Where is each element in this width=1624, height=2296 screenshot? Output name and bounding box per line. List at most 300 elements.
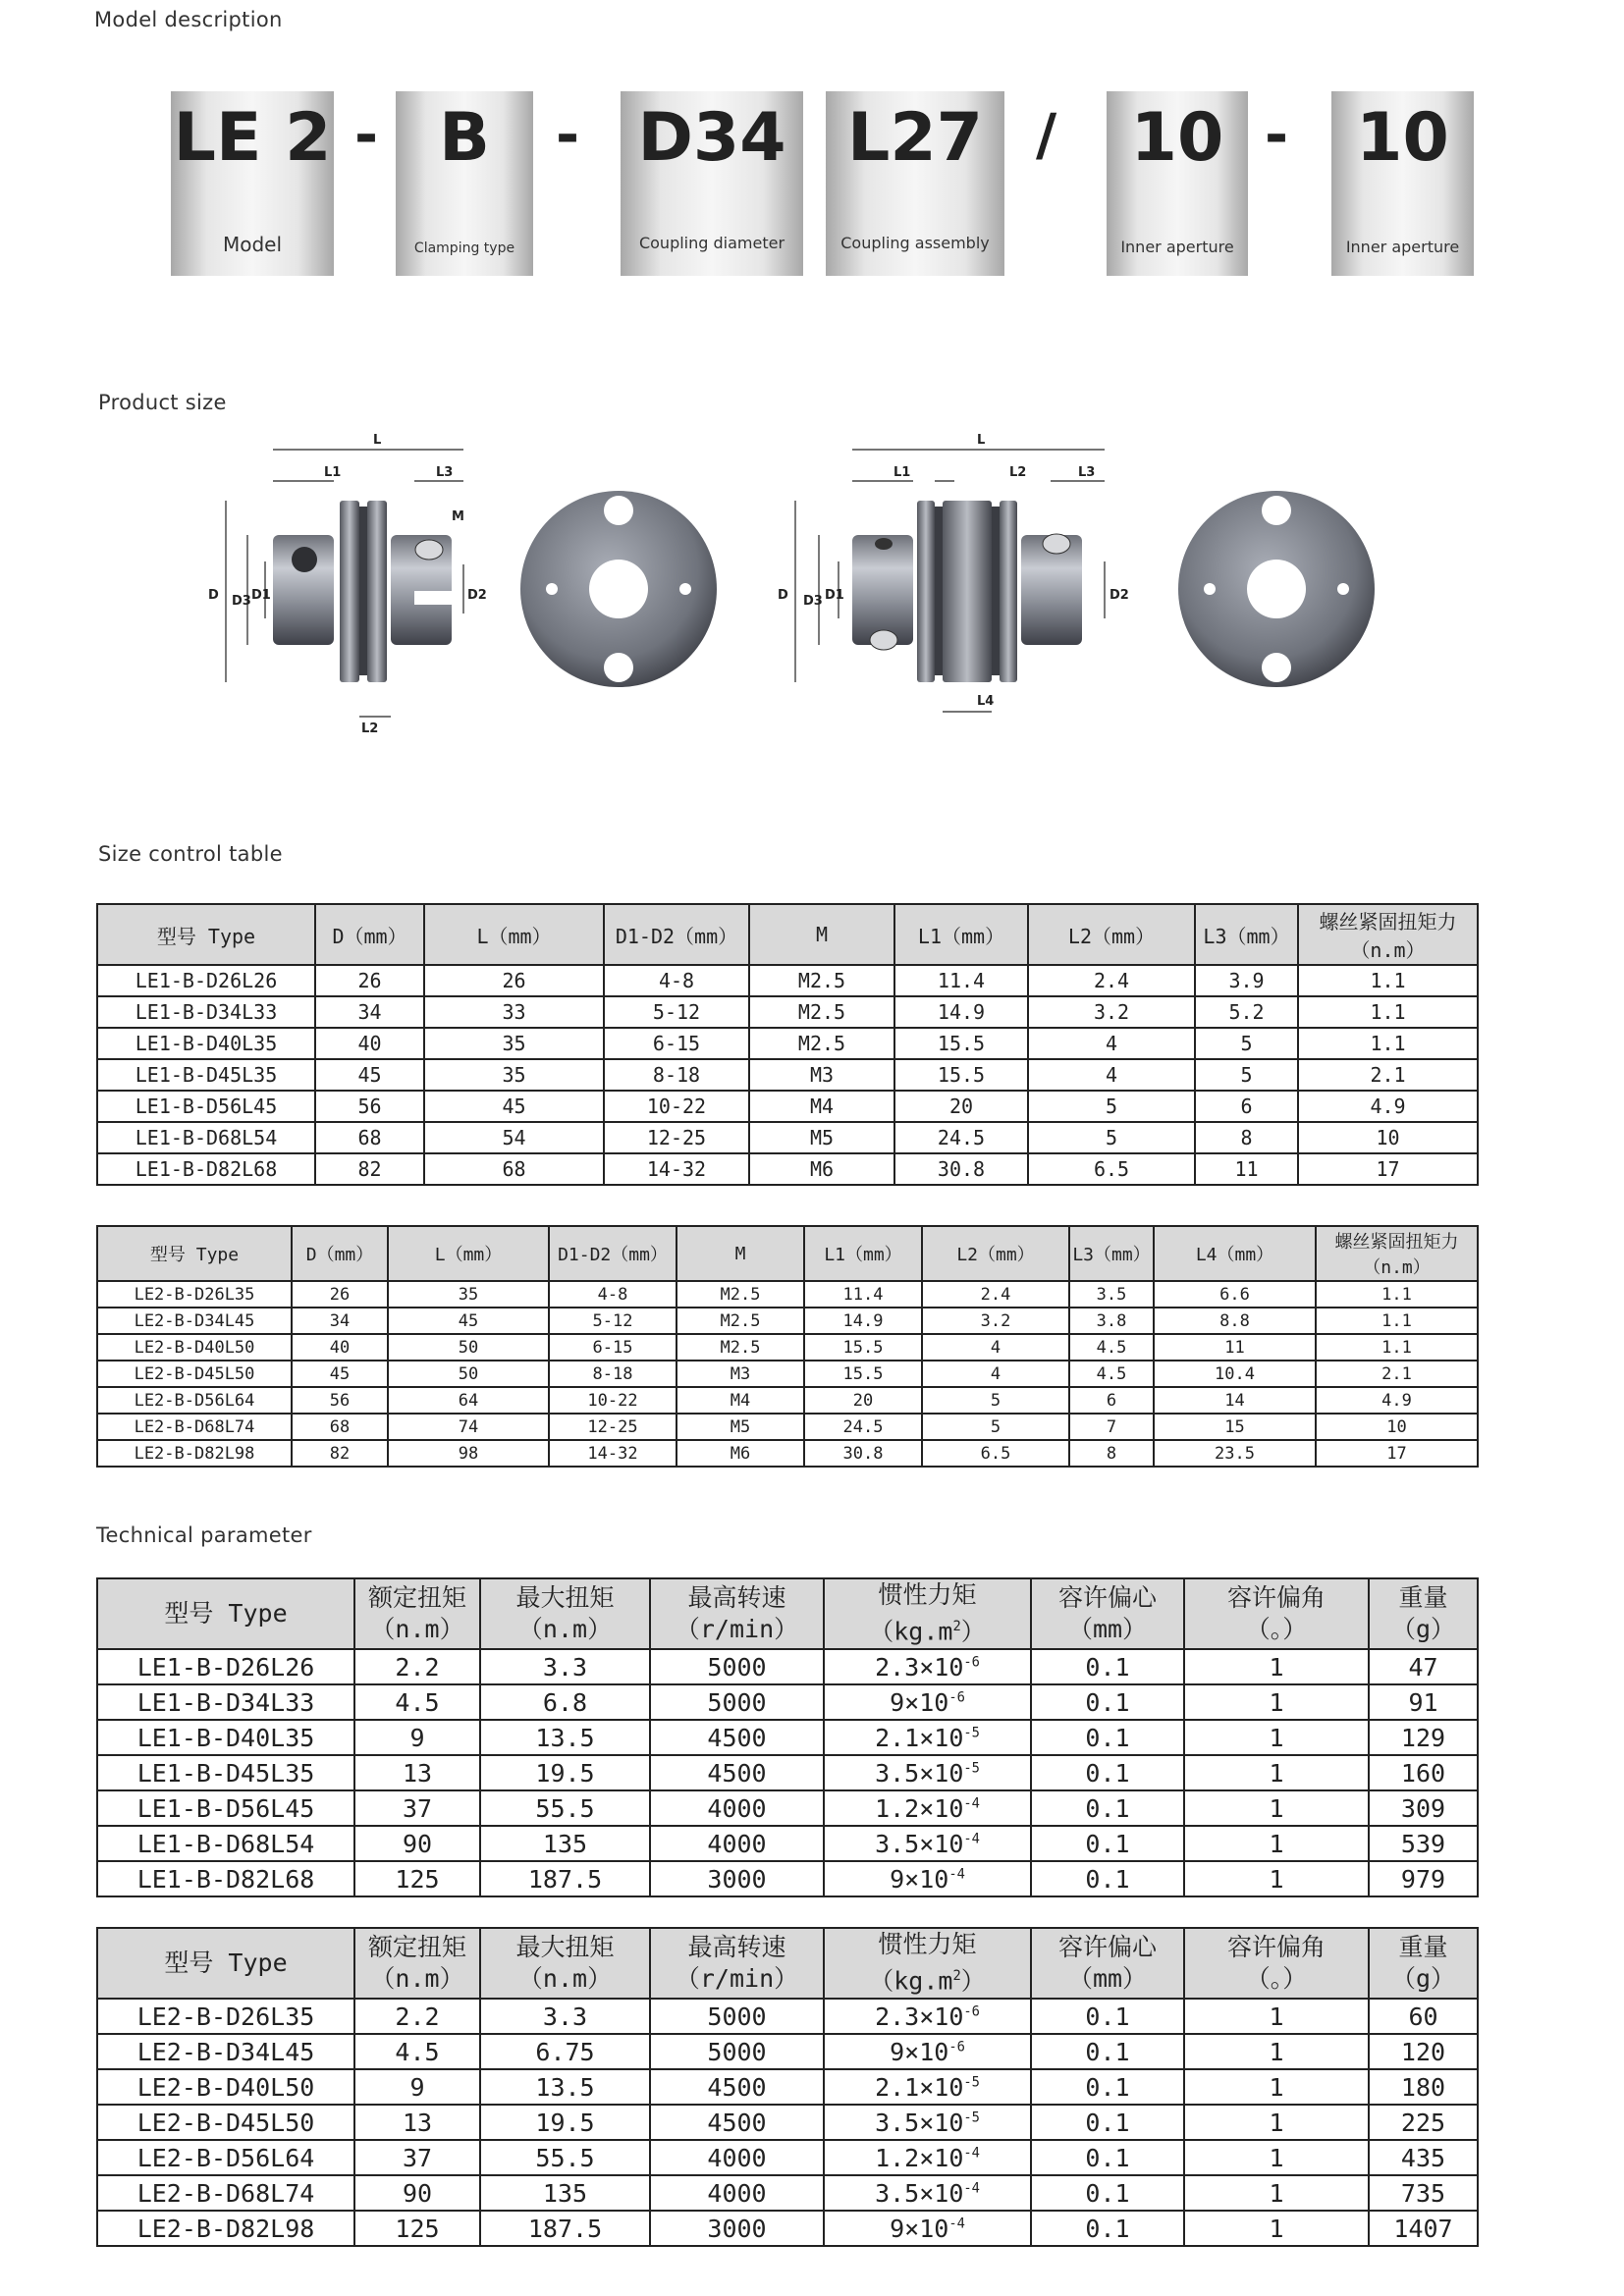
cell-inertia	[824, 1684, 1031, 1720]
cell-rated: 4.5	[354, 2034, 480, 2069]
dim-label-L: L	[373, 433, 382, 448]
dim-label-D1: D1	[825, 588, 844, 603]
cell-type: LE1-B-D68L54	[97, 1826, 354, 1861]
header-unit	[1185, 1963, 1368, 1995]
table-cell: 14.9	[894, 996, 1028, 1028]
header-unit-text: （。）	[1245, 1615, 1308, 1643]
dim-label-L: L	[977, 433, 986, 448]
table-cell: M2.5	[677, 1334, 804, 1361]
table-cell: 1.1	[1298, 965, 1478, 996]
header-line: 最高转速	[687, 1583, 786, 1612]
size-table-le2	[96, 1225, 1479, 1468]
table-cell: 10-22	[549, 1387, 677, 1414]
table-row	[97, 1999, 1478, 2034]
inertia-base: 2.1×10	[875, 2072, 964, 2102]
table-cell: 98	[388, 1440, 549, 1467]
col-header-d1-d2: D1-D2（mm）	[604, 904, 749, 965]
mount-hole-icon	[1262, 496, 1291, 525]
cell-inertia	[824, 2211, 1031, 2246]
inertia-exponent: -6	[963, 2003, 980, 2020]
screw-hole-icon	[1204, 583, 1216, 595]
cell-weight: 309	[1369, 1790, 1478, 1826]
table-row	[97, 1720, 1478, 1755]
inertia-exponent: -6	[963, 1654, 980, 1671]
cell-angle: 1	[1184, 1649, 1369, 1684]
inertia-exponent: -6	[948, 2039, 965, 2056]
cell-angle: 1	[1184, 2105, 1369, 2140]
header-unit	[1185, 1614, 1368, 1645]
cell-eccentric: 0.1	[1031, 1720, 1184, 1755]
table-cell: 15.5	[894, 1028, 1028, 1059]
col-header-6	[1184, 1578, 1369, 1649]
header-line: 最大扭矩	[515, 1933, 615, 1961]
col-header-2	[480, 1928, 650, 1999]
table-cell: 35	[424, 1059, 604, 1091]
code-caption: Model	[222, 233, 283, 256]
code-box-inner-aperture-2	[1331, 91, 1474, 276]
code-box-inner-aperture-1	[1107, 91, 1248, 276]
diaphragm	[359, 507, 367, 675]
table-cell: 6.5	[1028, 1153, 1195, 1185]
cell-eccentric: 0.1	[1031, 1649, 1184, 1684]
table-cell: 45	[424, 1091, 604, 1122]
cell-rated: 125	[354, 2211, 480, 2246]
flange	[367, 501, 387, 682]
cell-inertia	[824, 2175, 1031, 2211]
header-line: 最高转速	[687, 1933, 786, 1961]
table-row	[97, 1091, 1478, 1122]
cell-eccentric: 0.1	[1031, 1999, 1184, 2034]
cell-type: LE2-B-D40L50	[97, 2069, 354, 2105]
cell-type: LE1-B-D34L33	[97, 996, 315, 1028]
cell-speed: 4000	[650, 1790, 824, 1826]
clamp-screw-icon	[292, 547, 317, 572]
dim-label-D: D	[778, 588, 788, 603]
cell-inertia	[824, 1755, 1031, 1790]
cell-angle: 1	[1184, 1790, 1369, 1826]
table-row	[97, 1861, 1478, 1896]
table-cell: 5.2	[1195, 996, 1298, 1028]
cell-speed: 4000	[650, 2175, 824, 2211]
cell-angle: 1	[1184, 1720, 1369, 1755]
cell-weight: 539	[1369, 1826, 1478, 1861]
code-caption: Inner aperture	[1345, 238, 1460, 256]
table-header-row	[97, 904, 1478, 965]
header-unit-text: （n.m）	[517, 1964, 613, 1993]
inertia-exponent: -4	[963, 1795, 980, 1812]
cell-speed: 4500	[650, 1720, 824, 1755]
cell-weight: 91	[1369, 1684, 1478, 1720]
mount-hole-icon	[604, 653, 633, 682]
table-cell: 1.1	[1316, 1334, 1478, 1361]
header-unit-text: （kg.m	[869, 1966, 953, 1996]
clamp-slot	[414, 591, 463, 605]
cell-rated: 13	[354, 2105, 480, 2140]
header-unit-text: （n.m）	[517, 1615, 613, 1643]
cell-inertia	[824, 2034, 1031, 2069]
hub-left	[852, 535, 913, 645]
col-header-4	[824, 1928, 1031, 1999]
cell-type: LE1-B-D56L45	[97, 1790, 354, 1826]
cell-type: LE1-B-D34L33	[97, 1684, 354, 1720]
table-row	[97, 1826, 1478, 1861]
cell-max: 6.8	[480, 1684, 650, 1720]
header-line: 容许偏心	[1057, 1583, 1157, 1612]
mount-hole-icon	[1262, 653, 1291, 682]
code-caption: Clamping type	[413, 240, 515, 256]
code-caption: Inner aperture	[1120, 238, 1234, 256]
header-unit-text: （n.m）	[370, 1615, 464, 1643]
cell-angle: 1	[1184, 2069, 1369, 2105]
flange	[1000, 501, 1017, 682]
dim-label-L2: L2	[361, 721, 379, 736]
col-header-m: M	[749, 904, 894, 965]
table-cell: 1.1	[1298, 1028, 1478, 1059]
col-header-1	[354, 1578, 480, 1649]
table-row	[97, 965, 1478, 996]
cell-rated: 90	[354, 1826, 480, 1861]
inertia-exponent: -5	[963, 1760, 980, 1777]
cell-speed: 5000	[650, 1649, 824, 1684]
col-header-5	[1031, 1578, 1184, 1649]
header-unit-text: （n.m）	[370, 1964, 464, 1993]
table-header-row	[97, 1226, 1478, 1281]
cell-eccentric: 0.1	[1031, 2140, 1184, 2175]
table-cell: 50	[388, 1361, 549, 1387]
header-line: 最大扭矩	[515, 1583, 615, 1612]
cell-rated: 2.2	[354, 1649, 480, 1684]
cell-type: LE1-B-D82L68	[97, 1861, 354, 1896]
table-row	[97, 1281, 1478, 1308]
screw-hole-icon	[679, 583, 691, 595]
cell-angle: 1	[1184, 2175, 1369, 2211]
cell-type: LE1-B-D68L54	[97, 1122, 315, 1153]
table-cell: M4	[677, 1387, 804, 1414]
table-cell: 17	[1298, 1153, 1478, 1185]
table-cell: 4.9	[1316, 1387, 1478, 1414]
table-cell: M2.5	[749, 1028, 894, 1059]
cell-max: 6.75	[480, 2034, 650, 2069]
cell-max: 55.5	[480, 2140, 650, 2175]
header-unit	[1032, 1614, 1183, 1645]
cell-speed: 4500	[650, 1755, 824, 1790]
cell-eccentric: 0.1	[1031, 2175, 1184, 2211]
dim-label-D2: D2	[1110, 588, 1129, 603]
col-header-0	[97, 1928, 354, 1999]
table-cell: 24.5	[804, 1414, 922, 1440]
table-cell: 68	[292, 1414, 388, 1440]
cell-weight: 1407	[1369, 2211, 1478, 2246]
cell-type: LE2-B-D68L74	[97, 2175, 354, 2211]
table-row	[97, 2140, 1478, 2175]
header-line: 额定扭矩	[367, 1583, 466, 1612]
cell-type: LE2-B-D68L74	[97, 1414, 292, 1440]
table-cell: 4	[922, 1361, 1069, 1387]
table-row	[97, 1059, 1478, 1091]
inertia-base: 3.5×10	[875, 1829, 964, 1858]
separator: /	[1036, 101, 1057, 168]
table-cell: 5	[1028, 1091, 1195, 1122]
header-line: 型号 Type	[164, 1949, 288, 1977]
header-unit	[1370, 1963, 1477, 1995]
col-header-7	[1369, 1578, 1478, 1649]
cell-weight: 160	[1369, 1755, 1478, 1790]
cell-speed: 4500	[650, 2105, 824, 2140]
cell-type: LE2-B-D56L64	[97, 2140, 354, 2175]
dim-label-D: D	[208, 588, 219, 603]
col-header-l: L（mm）	[388, 1226, 549, 1281]
table-row	[97, 2105, 1478, 2140]
table-cell: 14-32	[604, 1153, 749, 1185]
table-cell: 68	[315, 1122, 424, 1153]
cell-type: LE2-B-D34L45	[97, 2034, 354, 2069]
cell-rated: 2.2	[354, 1999, 480, 2034]
cell-inertia	[824, 1826, 1031, 1861]
table-cell: 82	[315, 1153, 424, 1185]
table-cell: 8	[1195, 1122, 1298, 1153]
dim-label-L3: L3	[436, 465, 454, 480]
table-cell: 14	[1154, 1387, 1316, 1414]
cell-speed: 5000	[650, 2034, 824, 2069]
dim-label-L1: L1	[324, 465, 342, 480]
cell-speed: 5000	[650, 1999, 824, 2034]
table-cell: 4.9	[1298, 1091, 1478, 1122]
cell-speed: 4500	[650, 2069, 824, 2105]
cell-type: LE2-B-D56L64	[97, 1387, 292, 1414]
cell-rated: 125	[354, 1861, 480, 1896]
cell-max: 187.5	[480, 1861, 650, 1896]
header-unit	[481, 1614, 649, 1645]
cell-eccentric: 0.1	[1031, 1861, 1184, 1896]
table-cell: 10-22	[604, 1091, 749, 1122]
header-unit-text: （mm）	[1067, 1615, 1148, 1643]
cell-weight: 47	[1369, 1649, 1478, 1684]
table-cell: 4	[1028, 1028, 1195, 1059]
header-unit-text: （g）	[1390, 1964, 1456, 1993]
cell-type: LE1-B-D56L45	[97, 1091, 315, 1122]
table-cell: 3.2	[922, 1308, 1069, 1334]
inertia-base: 3.5×10	[875, 1758, 964, 1788]
model-description-title: Model description	[94, 8, 283, 31]
inertia-base: 2.1×10	[875, 1723, 964, 1752]
cell-type: LE1-B-D40L35	[97, 1028, 315, 1059]
cell-angle: 1	[1184, 2211, 1369, 2246]
inertia-base: 3.5×10	[875, 2178, 964, 2208]
table-cell: 40	[315, 1028, 424, 1059]
dim-label-D3: D3	[232, 594, 251, 609]
cell-inertia	[824, 1999, 1031, 2034]
col-header-m: M	[677, 1226, 804, 1281]
table-cell: M4	[749, 1091, 894, 1122]
table-cell: M6	[677, 1440, 804, 1467]
inertia-base: 1.2×10	[875, 1793, 964, 1823]
cell-weight: 180	[1369, 2069, 1478, 2105]
spacer	[943, 501, 992, 682]
table-cell: 11.4	[894, 965, 1028, 996]
cell-eccentric: 0.1	[1031, 1755, 1184, 1790]
le1-side-view	[208, 433, 487, 736]
header-unit-end: ）	[960, 1966, 986, 1996]
cell-inertia	[824, 1720, 1031, 1755]
table-cell: 56	[292, 1387, 388, 1414]
table-cell: 1.1	[1316, 1281, 1478, 1308]
table-row	[97, 1440, 1478, 1467]
table-cell: M5	[677, 1414, 804, 1440]
table-cell: 14-32	[549, 1440, 677, 1467]
cell-speed: 3000	[650, 2211, 824, 2246]
col-header-1	[354, 1928, 480, 1999]
cell-weight: 979	[1369, 1861, 1478, 1896]
table-cell: 3.9	[1195, 965, 1298, 996]
table-cell: 4.5	[1069, 1361, 1154, 1387]
table-cell: 1.1	[1298, 996, 1478, 1028]
dim-label-D1: D1	[251, 588, 271, 603]
table-cell: 15.5	[804, 1361, 922, 1387]
size-table-le1	[96, 903, 1479, 1186]
cell-angle: 1	[1184, 1826, 1369, 1861]
table-cell: 68	[424, 1153, 604, 1185]
col-header-0	[97, 1578, 354, 1649]
table-cell: 6-15	[549, 1334, 677, 1361]
cell-type: LE2-B-D82L98	[97, 1440, 292, 1467]
cell-type: LE1-B-D26L26	[97, 1649, 354, 1684]
cell-eccentric: 0.1	[1031, 2105, 1184, 2140]
cell-inertia	[824, 2105, 1031, 2140]
col-header-7	[1369, 1928, 1478, 1999]
header-line: 容许偏角	[1226, 1933, 1326, 1961]
table-cell: 50	[388, 1334, 549, 1361]
cell-type: LE2-B-D82L98	[97, 2211, 354, 2246]
code-value: 10	[1356, 99, 1449, 177]
col-header-l1: L1（mm）	[804, 1226, 922, 1281]
table-cell: 30.8	[804, 1440, 922, 1467]
cell-weight: 435	[1369, 2140, 1478, 2175]
cell-speed: 3000	[650, 1861, 824, 1896]
table-cell: 5	[922, 1387, 1069, 1414]
inertia-base: 9×10	[890, 1864, 949, 1894]
header-line: 惯性力矩	[878, 1930, 977, 1959]
table-cell: 26	[424, 965, 604, 996]
table-row	[97, 1649, 1478, 1684]
dim-label-D3: D3	[803, 594, 823, 609]
col-header-d: D（mm）	[315, 904, 424, 965]
table-cell: 5-12	[549, 1308, 677, 1334]
col-header-l4: L4（mm）	[1154, 1226, 1316, 1281]
table-cell: 20	[804, 1387, 922, 1414]
dim-label-M: M	[452, 509, 464, 524]
col-header-type: 型号 Type	[97, 1226, 292, 1281]
cell-rated: 9	[354, 1720, 480, 1755]
code-value: LE 2	[173, 99, 332, 177]
header-line: 容许偏角	[1226, 1583, 1326, 1612]
header-line: 容许偏心	[1057, 1933, 1157, 1961]
table-cell: 2.1	[1298, 1059, 1478, 1091]
cell-angle: 1	[1184, 1755, 1369, 1790]
col-header-3	[650, 1578, 824, 1649]
header-unit	[1370, 1614, 1477, 1645]
table-cell: 11.4	[804, 1281, 922, 1308]
table-cell: 35	[388, 1281, 549, 1308]
dim-label-L1: L1	[893, 465, 911, 480]
header-unit	[355, 1963, 479, 1995]
header-line: 重量	[1398, 1583, 1448, 1612]
table-cell: 2.4	[922, 1281, 1069, 1308]
screw-hole-icon	[1337, 583, 1349, 595]
code-box-model	[171, 91, 334, 276]
cell-angle: 1	[1184, 1684, 1369, 1720]
table-cell: 23.5	[1154, 1440, 1316, 1467]
cell-type: LE2-B-D26L35	[97, 1281, 292, 1308]
table-cell: 10	[1316, 1414, 1478, 1440]
col-header-torque: 螺丝紧固扭矩力（n.m）	[1298, 904, 1478, 965]
table-row	[97, 996, 1478, 1028]
header-unit-exponent: 2	[952, 1619, 961, 1635]
col-header-l1: L1（mm）	[894, 904, 1028, 965]
inertia-exponent: -4	[948, 2216, 965, 2232]
table-cell: 14.9	[804, 1308, 922, 1334]
cell-max: 19.5	[480, 1755, 650, 1790]
col-header-type: 型号 Type	[97, 904, 315, 965]
table-cell: 3.2	[1028, 996, 1195, 1028]
table-cell: 15.5	[804, 1334, 922, 1361]
cell-max: 3.3	[480, 1649, 650, 1684]
inertia-base: 9×10	[890, 1687, 949, 1717]
cell-speed: 4000	[650, 1826, 824, 1861]
header-unit-end: ）	[960, 1617, 986, 1646]
bore-icon	[589, 560, 648, 618]
header-unit	[825, 1960, 1030, 1997]
cell-inertia	[824, 2069, 1031, 2105]
table-row	[97, 1153, 1478, 1185]
le2-front-view	[1178, 491, 1375, 687]
table-cell: 8-18	[604, 1059, 749, 1091]
header-unit	[651, 1963, 823, 1995]
table-cell: 8.8	[1154, 1308, 1316, 1334]
cell-type: LE1-B-D82L68	[97, 1153, 315, 1185]
separator: -	[556, 101, 580, 168]
table-row	[97, 1790, 1478, 1826]
table-cell: 15	[1154, 1414, 1316, 1440]
table-row	[97, 1308, 1478, 1334]
cell-type: LE2-B-D45L50	[97, 1361, 292, 1387]
table-cell: 3.5	[1069, 1281, 1154, 1308]
col-header-l3: L3（mm）	[1069, 1226, 1154, 1281]
code-box-clamping-type	[396, 91, 533, 276]
table-cell: 33	[424, 996, 604, 1028]
cell-angle: 1	[1184, 1861, 1369, 1896]
technical-parameter-title: Technical parameter	[96, 1523, 312, 1547]
inertia-base: 1.2×10	[875, 2143, 964, 2172]
product-size-diagram	[187, 422, 1453, 746]
code-value: D34	[637, 99, 786, 177]
header-unit-text: （kg.m	[869, 1617, 953, 1646]
cell-rated: 37	[354, 2140, 480, 2175]
cell-max: 19.5	[480, 2105, 650, 2140]
table-cell: 5-12	[604, 996, 749, 1028]
col-header-6	[1184, 1928, 1369, 1999]
code-value: B	[439, 99, 490, 177]
header-unit	[1032, 1963, 1183, 1995]
screw-hole-icon	[1043, 534, 1070, 554]
cell-type: LE2-B-D40L50	[97, 1334, 292, 1361]
table-row	[97, 1334, 1478, 1361]
table-cell: 5	[1195, 1059, 1298, 1091]
table-row	[97, 1028, 1478, 1059]
diaphragm	[935, 507, 943, 675]
table-row	[97, 1414, 1478, 1440]
separator: -	[354, 101, 379, 168]
cell-rated: 13	[354, 1755, 480, 1790]
